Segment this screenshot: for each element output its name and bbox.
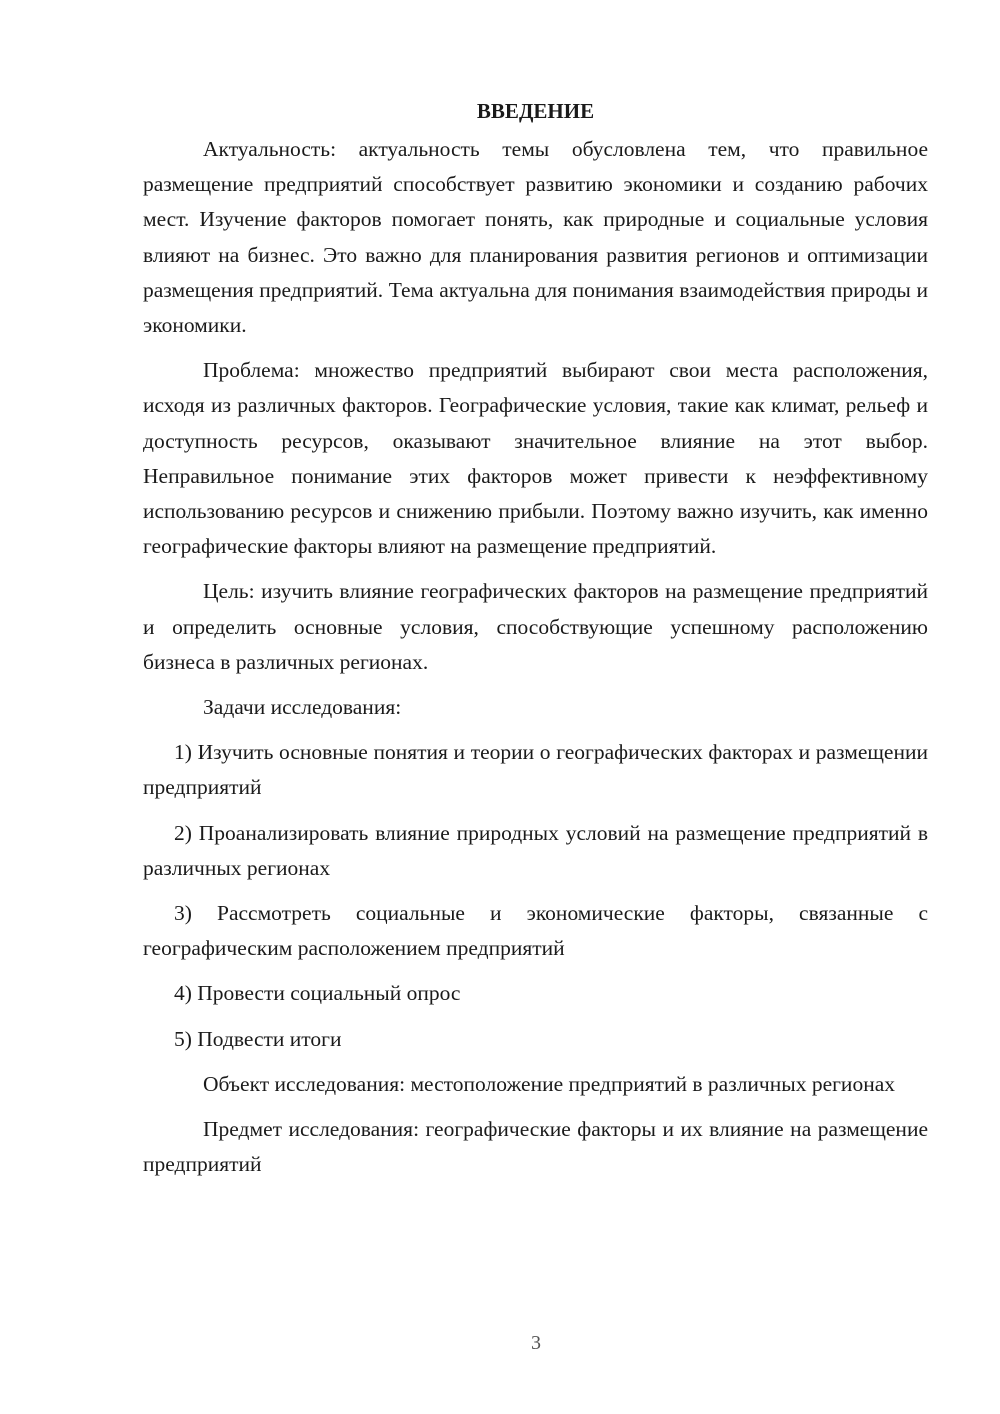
task-item-1: 1) Изучить основные понятия и теории о географических факторах и размещении предприятий xyxy=(143,740,928,800)
problem-paragraph: Проблема: множество предприятий выбирают свои места расположения, исходя из различных факторов. Географические условия, такие как климат, рельеф и доступность ресурсов, оказывают значительное влияние на этот выбор. Неправильное понимание этих факторов может привести к неэффективному использованию ресурсов и снижению прибыли. Поэтому важно изучить, как именно географические факторы влияют на размещение предприятий. xyxy=(143,358,928,559)
page-number: 3 xyxy=(531,1332,541,1354)
document-page xyxy=(143,94,928,1192)
tasks-heading: Задачи исследования: xyxy=(203,695,402,720)
task-item-2: 2) Проанализировать влияние природных условий на размещение предприятий в различных регионах xyxy=(143,820,928,880)
goal-paragraph: Цель: изучить влияние географических факторов на размещение предприятий и определить основные условия, способствующие успешному расположению бизнеса в различных регионах. xyxy=(143,579,928,674)
section-heading: ВВЕДЕНИЕ xyxy=(476,99,595,123)
research-object-paragraph: Объект исследования: местоположение предприятий в различных регионах xyxy=(203,1071,895,1096)
research-subject-paragraph: Предмет исследования: географические факторы и их влияние на размещение предприятий xyxy=(143,1117,928,1177)
task-item-5: 5) Подвести итоги xyxy=(174,1026,342,1051)
task-item-3: 3) Рассмотреть социальные и экономические факторы, связанные с географическим расположением предприятий xyxy=(143,901,928,961)
task-item-4: 4) Провести социальный опрос xyxy=(174,981,461,1006)
relevance-paragraph: Актуальность: актуальность темы обусловлена тем, что правильное размещение предприятий способствует развитию экономики и созданию рабочих мест. Изучение факторов помогает понять, как природные и социальные условия влияют на бизнес. Это важно для планирования развития регионов и оптимизации размещения предприятий. Тема актуальна для понимания взаимодействия природы и экономики. xyxy=(143,137,928,338)
